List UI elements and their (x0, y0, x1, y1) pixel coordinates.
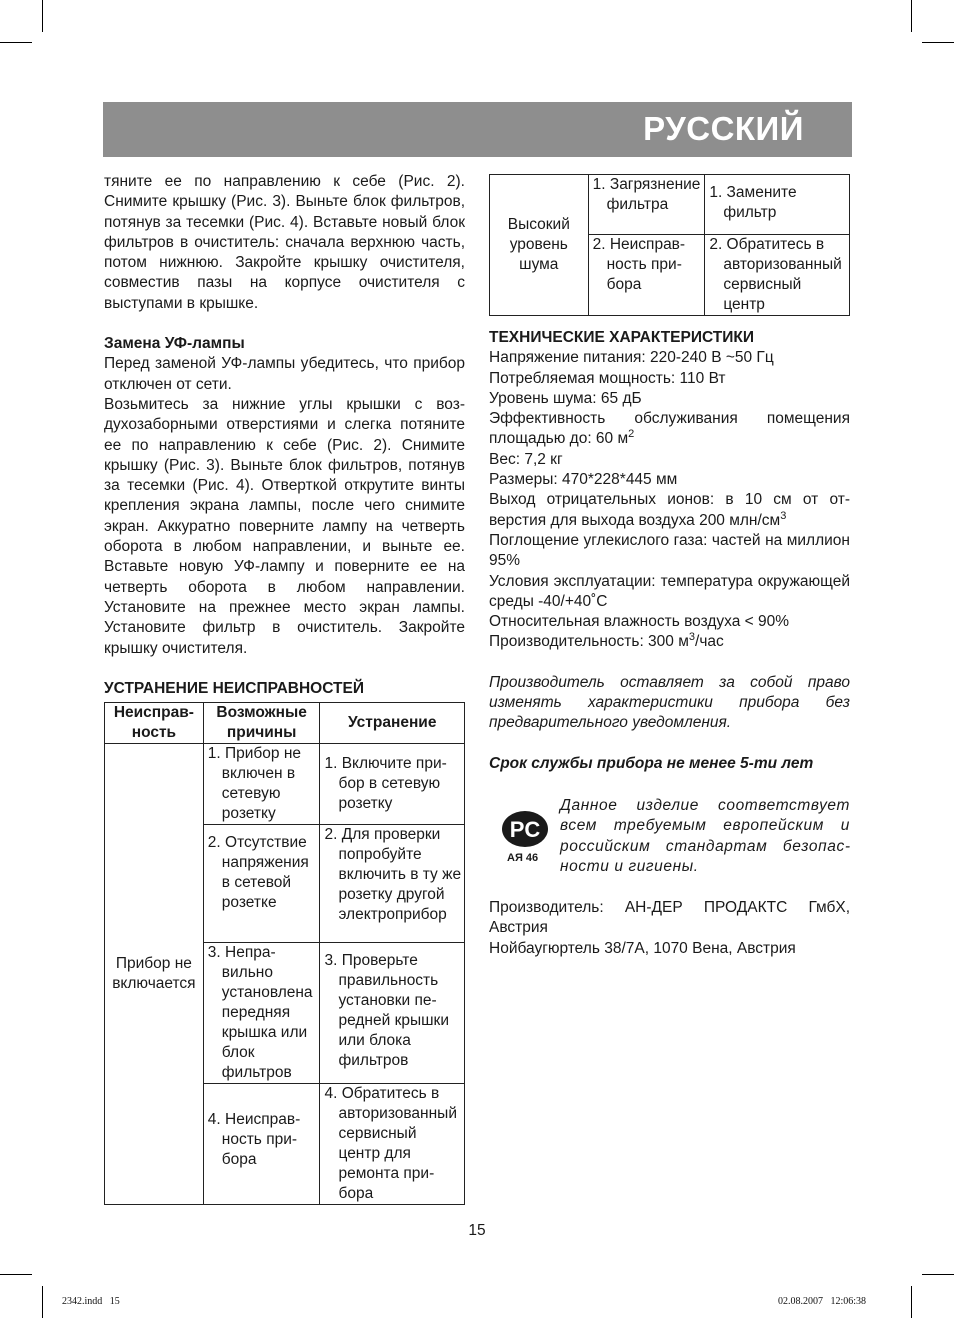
column-header: Возможные причины (203, 703, 320, 744)
footer-date: 02.08.2007 12:06:38 (778, 1296, 867, 1307)
column-header: Устранение (320, 703, 465, 744)
spec-line: Уровень шума: 65 дБ (489, 389, 642, 407)
cause-text: 1. Прибор не включен в сетевую розетку (207, 745, 302, 823)
svg-text:PC: PC (509, 817, 541, 842)
crop-mark (911, 1286, 912, 1318)
crop-mark (0, 42, 32, 43)
disclaimer: Производитель оставляет за собой право изменять характеристики прибора без предварительного уведомления. (489, 673, 850, 732)
fix-cell (320, 744, 465, 825)
noise-table (489, 174, 850, 316)
superscript: 3 (780, 509, 787, 522)
manufacturer-section (489, 898, 850, 959)
fix-text: 3. Проверьте правильность установки передней крышки или блока фильтров (324, 952, 449, 1070)
fix-cell (320, 825, 465, 943)
table-row (105, 744, 465, 825)
cause-text: 2. Отсутствие напряжения в сетевой розетке (207, 834, 309, 912)
fix-text: 4. Обратитесь в авторизованный сервисный центр для ремонта прибора (324, 1085, 457, 1203)
language-banner (103, 102, 852, 157)
fix-cell (705, 175, 850, 235)
cause-cell (203, 744, 320, 825)
spec-line (489, 409, 850, 450)
specs-heading: ТЕХНИЧЕСКИЕ ХАРАКТЕРИСТИКИ (489, 329, 754, 346)
right-column (489, 174, 850, 316)
crop-mark (0, 1274, 32, 1275)
spec-line: Поглощение углекислого газа: частей на миллион 95% (489, 531, 850, 570)
superscript: 3 (688, 631, 696, 644)
fix-cell (320, 943, 465, 1084)
cause-text: 2. Неисправность прибора (592, 236, 686, 293)
fault-cell: Высокий уровень шума (490, 175, 589, 316)
cause-text: 3. Неправильно установлена передняя крышка или блок фильтров (207, 944, 313, 1082)
certification-block (489, 796, 850, 876)
crop-mark (42, 1286, 43, 1318)
left-column (104, 172, 465, 1205)
service-life: Срок службы прибора не менее 5-ти лет (489, 754, 814, 772)
crop-mark (922, 42, 954, 43)
cause-cell (203, 1084, 320, 1205)
troubleshooting-heading: УСТРАНЕНИЕ НЕИСПРАВНОСТЕЙ (104, 679, 364, 697)
spec-line: Размеры: 470*228*445 мм (489, 471, 678, 489)
specs-section (489, 328, 850, 774)
manufacturer: Производитель: АН-ДЕР ПРОДАКТС ГмбХ, Австрия (489, 899, 850, 937)
spec-line: Условия эксплуатации: температура окружающей среды -40/+40˚С (489, 572, 850, 610)
fix-text: 2. Для проверки попробуйте включить в ту же розетку другой электроприбор (324, 826, 462, 924)
spec-ions-text: Выход отрицательных ионов: в 10 см от отверстия для выхода воздуха 200 млн/см (489, 491, 850, 529)
cert-text: Данное изделие соответствует всем требуемым европейским и российским стандартам безопасности и гигиены. (560, 797, 850, 875)
spec-line: Относительная влажность воздуха < 90% (489, 613, 790, 631)
fix-cell (320, 1084, 465, 1205)
spec-line (489, 632, 850, 652)
page-number: 15 (468, 1222, 486, 1239)
crop-mark (911, 0, 912, 32)
cause-text: 1. Загрязнение фильтра (592, 176, 701, 213)
table-row (490, 175, 850, 235)
crop-mark (42, 0, 43, 32)
table-header-row (105, 703, 465, 744)
cause-cell (203, 943, 320, 1084)
cause-cell (203, 825, 320, 943)
address: Нойбаугюртель 38/7А, 1070 Вена, Австрия (489, 939, 796, 957)
intro-paragraph: тяните ее по направлению к себе (Рис. 2). Снимите крышку (Рис. 3). Выньте блок фильтров, потянув за тесемки (Рис. 4). Вставьте новый блок фильтров в очиститель: сначала верхнюю часть, потом нижнюю. Закройте крышку очистителя, совместив пазы на корпусе очистителя с выступами в крышке. (104, 173, 465, 312)
footer-file: 2342.indd 15 (62, 1296, 120, 1307)
troubleshooting-table (104, 702, 465, 1205)
spec-line: Напряжение питания: 220-240 В ~50 Гц (489, 349, 774, 367)
spec-perf-unit: /час (695, 633, 724, 651)
spec-line: Потребляемая мощность: 110 Вт (489, 369, 726, 387)
uv-heading: Замена УФ-лампы (104, 335, 245, 353)
spec-area-text: Эффективность обслуживания помещения площадью до: 60 м (489, 410, 850, 448)
rst-mark-icon (501, 810, 549, 848)
cause-cell (588, 235, 705, 316)
fix-text: 1. Включите прибор в сетевую розетку (324, 755, 447, 813)
spec-line: Вес: 7,2 кг (489, 450, 563, 468)
crop-mark (922, 1274, 954, 1275)
cause-cell (588, 175, 705, 235)
fix-text: 1. Замените фильтр (709, 184, 797, 221)
fix-text: 2. Обратитесь в авторизованный сервисный центр (709, 236, 842, 313)
cause-text: 4. Неисправность прибора (207, 1111, 301, 1169)
superscript: 2 (628, 428, 635, 441)
fix-cell (705, 235, 850, 316)
column-header: Неисправ-ность (105, 703, 204, 744)
fault-cell: Прибор не включается (105, 744, 204, 1205)
uv-paragraph-2: Возьмитесь за нижние углы крышки с воздухозаборными отверстиями и слегка потяните ее по направлению к себе (Рис. 2). Снимите крышку (Рис. 3). Выньте блок фильтров, потянув за тесемки (Рис. 4). Отверткой открутите винты крепления экрана лампы, после чего снимите экран. Аккуратно поверните лампу на четверть оборота в любом направлении, и выньте ее. Вставьте новую УФ-лампу и поверните ее на четверть оборота в любом направлении. Установите на прежнее место экран лампы. Установите фильтр в очиститель. Закройте крышку очистителя. (104, 395, 465, 657)
spec-line (489, 490, 850, 531)
page-title: РУССКИЙ (643, 110, 804, 147)
cert-code: АЯ 46 (507, 852, 539, 864)
spec-perf-text: Производительность: 300 м (489, 633, 689, 651)
uv-paragraph-1: Перед заменой УФ-лампы убедитесь, что прибор отключен от сети. (104, 355, 465, 393)
